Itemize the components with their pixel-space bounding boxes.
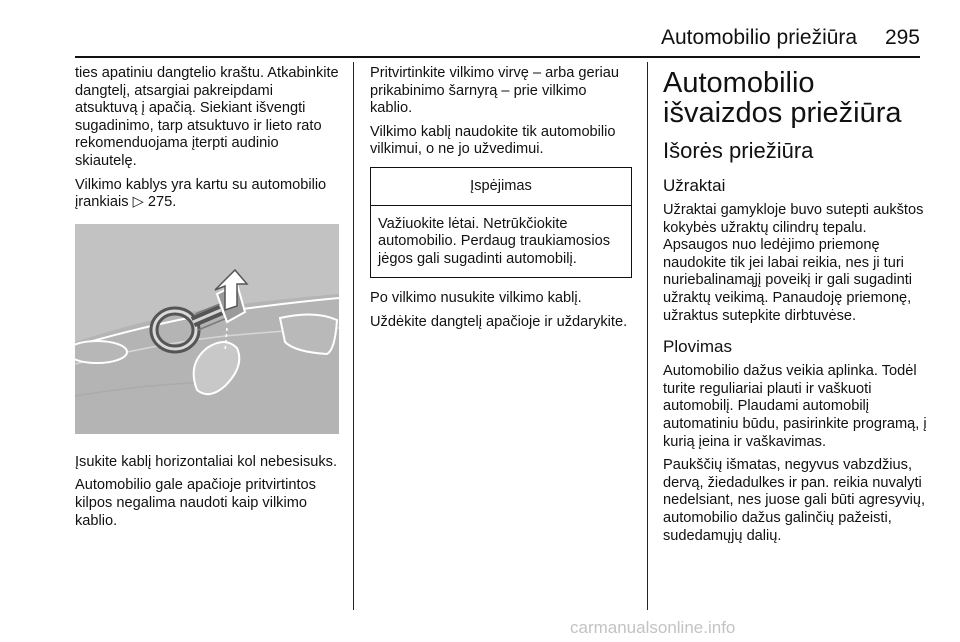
paragraph: Įsukite kablį horizontaliai kol nebesisuks.: [75, 453, 338, 470]
paragraph-text: Vilkimo kablys yra kartu su automobilio įrankiais: [75, 176, 327, 211]
towing-eye-drawing: [75, 224, 339, 434]
page-number: 295: [884, 26, 920, 49]
column-right: [663, 65, 933, 551]
paragraph: Vilkimo kablį naudokite tik automobilio vilkimui, o ne jo užvedimui.: [370, 123, 616, 158]
paragraph: Automobilio dažus veikia aplinka. Todėl turite reguliariai plauti ir vaškuoti automobilį. Plaudami automobilį automatiniu būdu, pasirinkite programą, į kurią įeina ir vaškavimas.: [663, 363, 927, 450]
watermark: carmanualsonline.info: [570, 618, 736, 637]
section-heading: Automobilio išvaizdos priežiūra: [663, 67, 902, 129]
paragraph: Užraktai gamykloje buvo sutepti aukštos kokybės užraktų cilindrų tepalu. Apsaugos nuo ledėjimo priemonę naudokite tik jei labai reikia, nes ji turi nuriebalinamąjį poveikį ir gali sugadinti užraktų veikimą. Panaudoję priemonę, užraktus sutepkite dirbtuvėse.: [663, 202, 924, 324]
column-divider-right: [647, 62, 648, 610]
warning-box: [370, 167, 632, 278]
paragraph: Uždėkite dangtelį apačioje ir uždarykite.: [370, 313, 628, 330]
warning-title: Įspėjimas: [371, 168, 631, 206]
paragraph: Automobilio gale apačioje pritvirtintos kilpos negalima naudoti kaip vilkimo kablio.: [75, 477, 316, 529]
locks-heading: Užraktai: [663, 176, 726, 195]
header-title: Automobilio priežiūra: [661, 26, 858, 49]
paragraph-tools-reference: [75, 177, 339, 216]
page-ref-link[interactable]: 275.: [147, 194, 177, 211]
paragraph: Paukščių išmatas, negyvus vabzdžius, dervą, žiedadulkes ir pan. reikia nuvalyti nedelsiant, nes juose gali būti agresyvių, automobilio dažus galinčių pažeisti, sudedamųjų dalių.: [663, 457, 926, 544]
paragraph: Po vilkimo nusukite vilkimo kablį.: [370, 290, 582, 307]
paragraph: Pritvirtinkite vilkimo virvę – arba geriau prikabinimo šarnyrą – prie vilkimo kablio.: [370, 65, 619, 117]
washing-heading: Plovimas: [663, 337, 732, 357]
paragraph: ties apatiniu dangtelio kraštu. Atkabinkite dangtelį, atsargiai pakreipdami atsuktuvą į apačią. Siekiant išvengti sugadinimo, tarp atsuktuvo ir lieto rato rekomenduojama įterpti audinio skiautelę.: [75, 65, 339, 169]
warning-body: Važiuokite lėtai. Netrūkčiokite automobilio. Perdaug traukiamosios jėgos gali sugadinti automobilį.: [378, 215, 611, 267]
page-header: [661, 26, 920, 50]
header-rule: [75, 56, 920, 58]
column-left: [75, 65, 339, 536]
towing-eye-illustration: [75, 224, 339, 434]
page-ref-arrow-glyph: ▷: [132, 194, 144, 211]
subsection-heading: Išorės priežiūra: [663, 138, 814, 163]
column-divider-left: [353, 62, 354, 610]
column-middle: [370, 65, 632, 338]
